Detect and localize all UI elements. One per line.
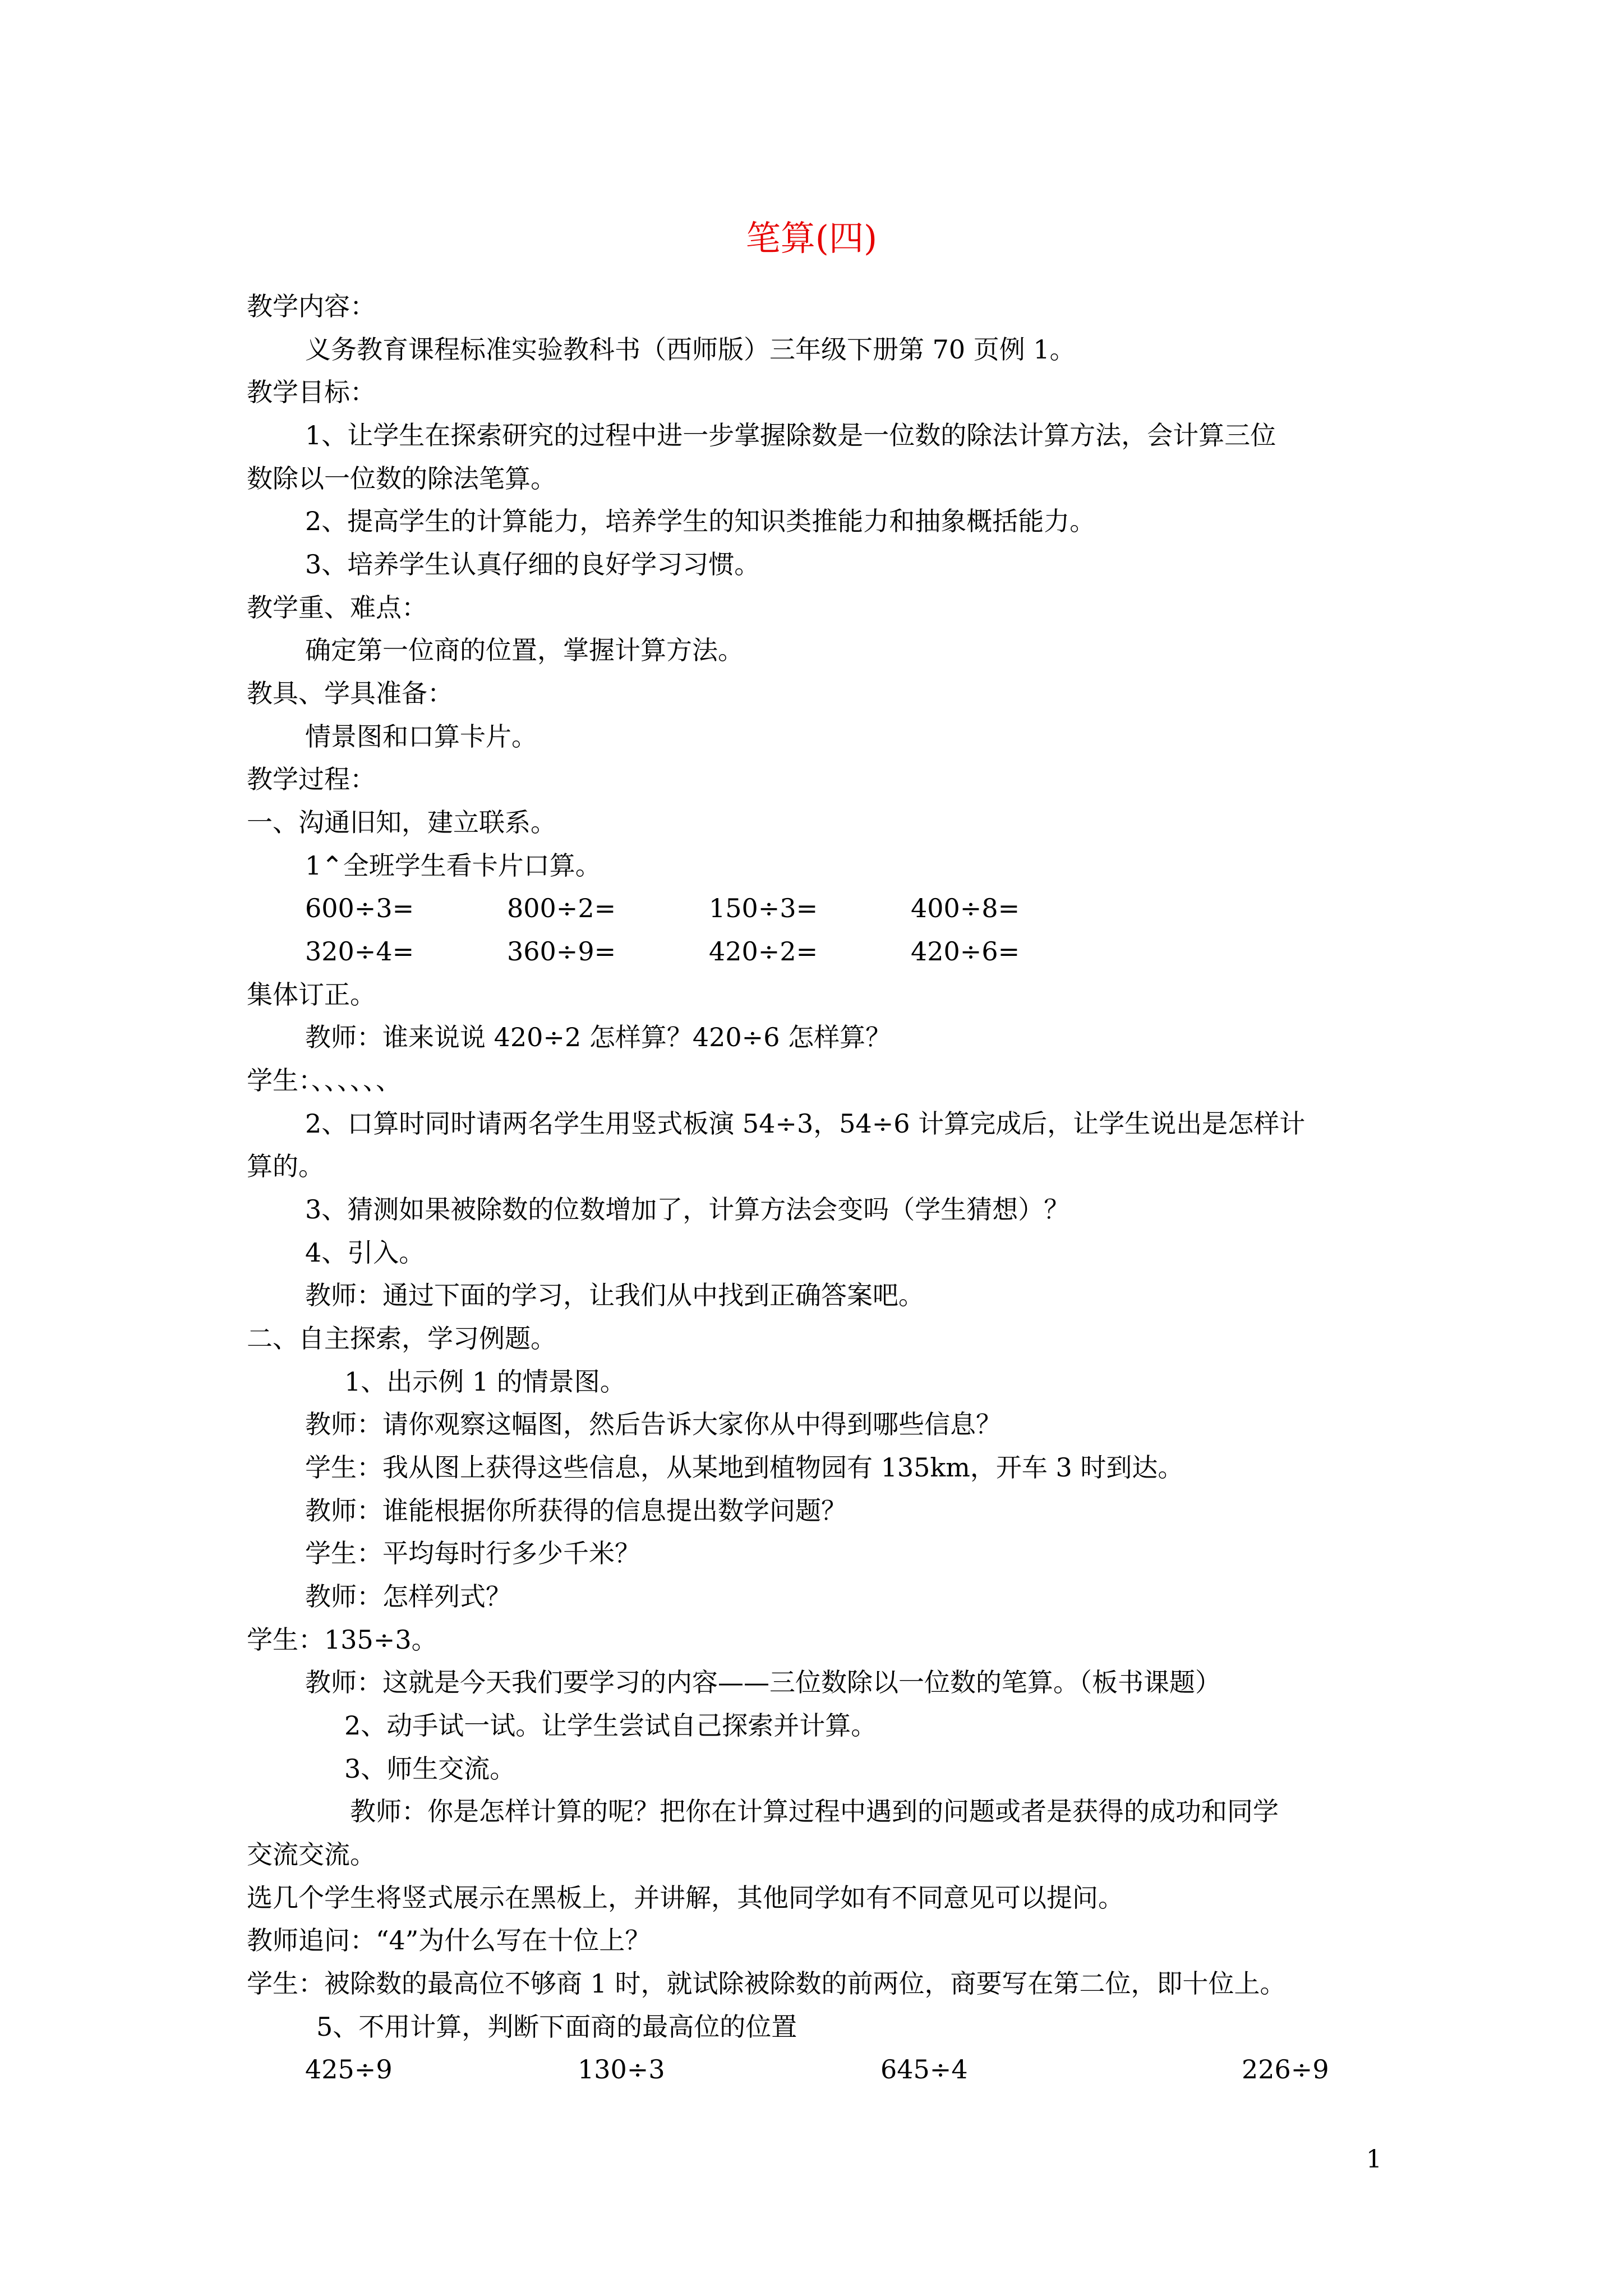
oral-problem: 150÷3= [709,893,818,923]
paragraph: 2、动手试一试。让学生尝试自己探索并计算。 [344,1710,877,1741]
paragraph: 学生：135÷3。 [247,1625,437,1655]
paragraph: 义务教育课程标准实验教科书（西师版）三年级下册第 70 页例 1。 [305,334,1076,365]
paragraph: 学生：平均每时行多少千米？ [305,1538,640,1568]
judge-problem: 130÷3 [578,2054,665,2085]
section-heading-part-two: 二、自主探索，学习例题。 [247,1323,556,1354]
oral-problem: 400÷8= [911,893,1020,923]
paragraph: 集体订正。 [247,979,376,1010]
oral-problem: 360÷9= [507,936,616,967]
paragraph: 教师追问：“4”为什么写在十位上？ [247,1925,651,1955]
paragraph: 教师：谁来说说 420÷2 怎样算？420÷6 怎样算？ [305,1022,892,1052]
page-number: 1 [1366,2145,1382,2174]
paragraph: 教师：请你观察这幅图，然后告诉大家你从中得到哪些信息？ [305,1409,1002,1439]
paragraph: 教师：你是怎样计算的呢？把你在计算过程中遇到的问题或者是获得的成功和同学 [350,1796,1279,1826]
oral-problem: 600÷3= [305,893,414,923]
paragraph: 情景图和口算卡片。 [305,721,537,752]
section-heading-content: 教学内容： [247,291,376,321]
oral-problem: 420÷6= [911,936,1020,967]
paragraph: 1⌃全班学生看卡片口算。 [305,850,601,881]
oral-problem: 420÷2= [709,936,818,967]
paragraph: 确定第一位商的位置，掌握计算方法。 [305,635,744,665]
paragraph: 教师：怎样列式？ [305,1581,511,1612]
paragraph: 2、口算时同时请两名学生用竖式板演 54÷3，54÷6 计算完成后，让学生说出是怎样计 [305,1108,1306,1139]
paragraph: 4、引入。 [305,1237,425,1268]
paragraph: 2、提高学生的计算能力，培养学生的知识类推能力和抽象概括能力。 [305,506,1096,536]
section-heading-keypoints: 教学重、难点： [247,592,427,623]
paragraph: 算的。 [247,1151,324,1181]
paragraph: 3、师生交流。 [344,1754,516,1784]
oral-problem: 800÷2= [507,893,616,923]
judge-problem: 425÷9 [305,2054,393,2085]
section-heading-tools: 教具、学具准备： [247,678,453,708]
paragraph: 数除以一位数的除法笔算。 [247,463,556,494]
paragraph: 教师：通过下面的学习，让我们从中找到正确答案吧。 [305,1280,924,1310]
paragraph: 学生：、、、、、、 [247,1065,402,1096]
section-heading-goals: 教学目标： [247,377,376,407]
oral-problem: 320÷4= [305,936,414,967]
paragraph: 1、出示例 1 的情景图。 [344,1366,626,1397]
section-heading-part-one: 一、沟通旧知，建立联系。 [247,807,556,838]
paragraph: 学生：被除数的最高位不够商 1 时，就试除被除数的前两位，商要写在第二位，即十位上。 [247,1968,1286,1999]
judge-problem: 226÷9 [1242,2054,1329,2085]
paragraph: 3、培养学生认真仔细的良好学习习惯。 [305,549,760,579]
section-heading-process: 教学过程： [247,764,376,794]
paragraph: 5、不用计算，判断下面商的最高位的位置 [316,2012,797,2042]
paragraph: 选几个学生将竖式展示在黑板上，并讲解，其他同学如有不同意见可以提问。 [247,1883,1124,1913]
judge-problem: 645÷4 [880,2054,968,2085]
paragraph: 3、猜测如果被除数的位数增加了，计算方法会变吗（学生猜想）？ [305,1194,1070,1225]
paragraph: 交流交流。 [247,1839,376,1870]
paragraph: 学生：我从图上获得这些信息，从某地到植物园有 135km，开车 3 时到达。 [305,1452,1184,1483]
paragraph: 教师：谁能根据你所获得的信息提出数学问题？ [305,1496,847,1526]
page-title: 笔算(四) [745,218,878,259]
paragraph: 教师：这就是今天我们要学习的内容——三位数除以一位数的笔算。（板书课题） [305,1667,1221,1697]
paragraph: 1、让学生在探索研究的过程中进一步掌握除数是一位数的除法计算方法，会计算三位 [305,420,1276,450]
